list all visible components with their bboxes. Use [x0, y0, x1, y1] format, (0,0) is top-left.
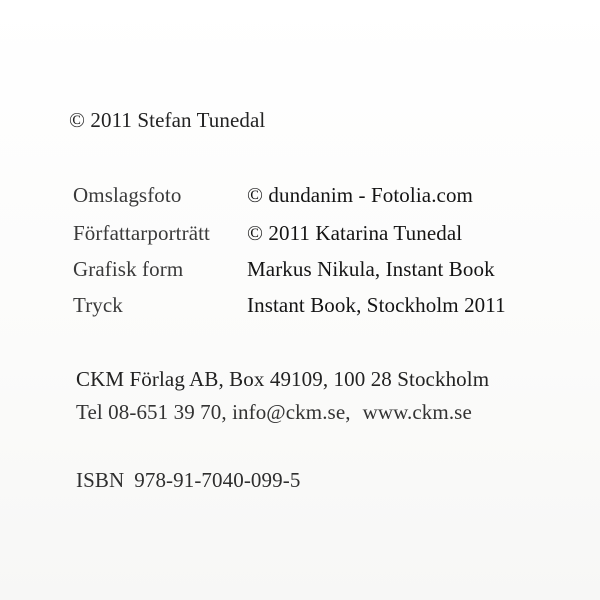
- isbn-label: ISBN: [76, 468, 125, 492]
- credit-label-author-portrait: Författarporträtt: [73, 221, 210, 245]
- credit-label-cover-photo: Omslagsfoto: [73, 183, 182, 207]
- credit-value-printing: Instant Book, Stockholm 2011: [247, 293, 506, 317]
- credit-label-printing: Tryck: [73, 293, 123, 317]
- publisher-phone: Tel 08-651 39 70,: [76, 400, 227, 424]
- publisher-email: info@ckm.se,: [232, 400, 351, 424]
- publisher-contact: [76, 400, 472, 424]
- credit-label-graphic-design: Grafisk form: [73, 257, 184, 281]
- copyright-notice: © 2011 Stefan Tunedal: [69, 108, 266, 132]
- isbn-line: [76, 468, 300, 492]
- isbn-number: 978-91-7040-099-5: [134, 468, 301, 492]
- credit-value-author-portrait: © 2011 Katarina Tunedal: [247, 221, 463, 245]
- publisher-address: CKM Förlag AB, Box 49109, 100 28 Stockholm: [76, 367, 490, 391]
- credit-value-cover-photo: © dundanim - Fotolia.com: [247, 183, 473, 207]
- publisher-website: www.ckm.se: [362, 400, 472, 424]
- credit-value-graphic-design: Markus Nikula, Instant Book: [247, 257, 495, 281]
